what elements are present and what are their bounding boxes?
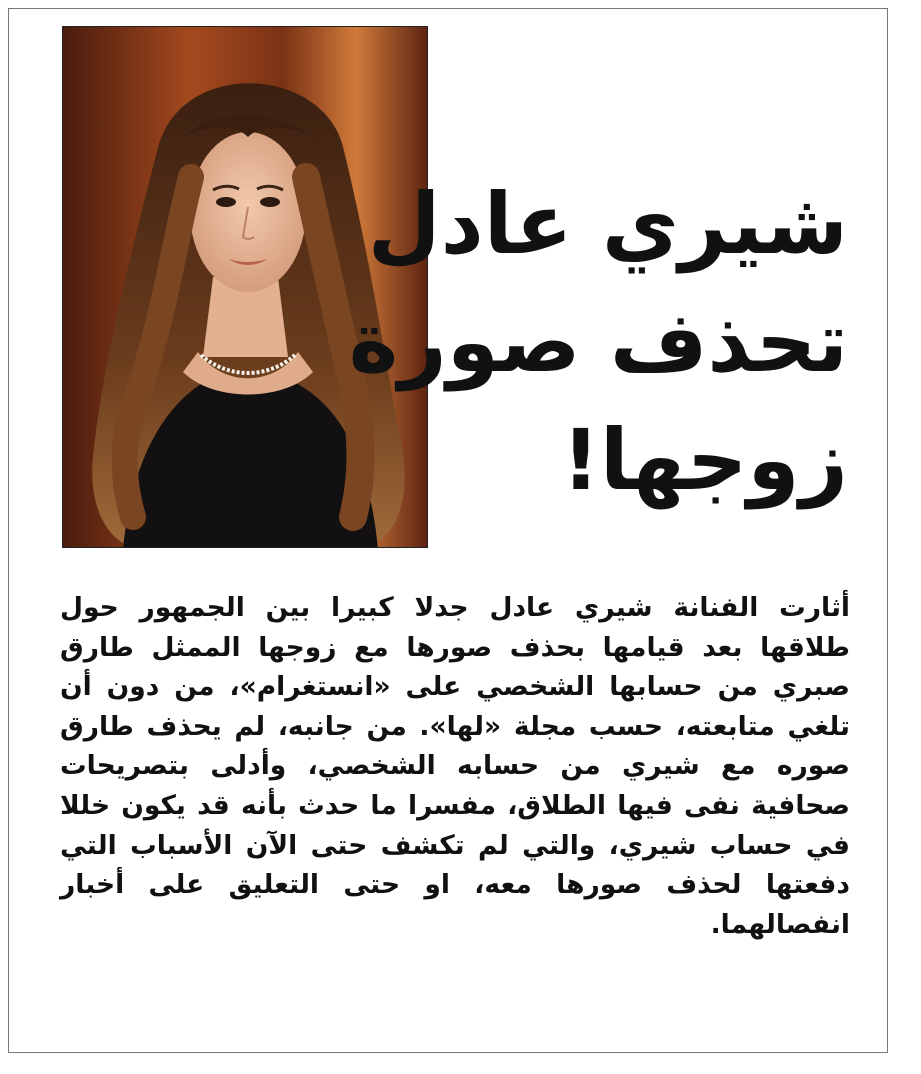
headline-line-1: شيري عادل	[367, 175, 848, 273]
right-eye-shape	[260, 197, 280, 207]
left-eye-shape	[216, 197, 236, 207]
headline-line-2: تحذف صورة	[348, 293, 848, 391]
headline	[348, 165, 848, 519]
headline-line-3: زوجها!	[561, 411, 848, 509]
article-body: أثارت الفنانة شيري عادل جدلا كبيرا بين الجمهور حول طلاقها بعد قيامها بحذف صورها مع زوجها الممثل طارق صبري من حسابها الشخصي على «انستغرام»، من دون أن تلغي متابعته، حسب مجلة «لها». من جانبه، لم يحذف طارق صوره مع شيري من حسابه الشخصي، وأدلى بتصريحات صحافية نفى فيها الطلاق، مفسرا ما حدث بأنه قد يكون خللا في حساب شيري، والتي لم تكشف حتى الآن الأسباب التي دفعتها لحذف صورها معه، او حتى التعليق على أخبار انفصالهما.	[60, 592, 850, 940]
